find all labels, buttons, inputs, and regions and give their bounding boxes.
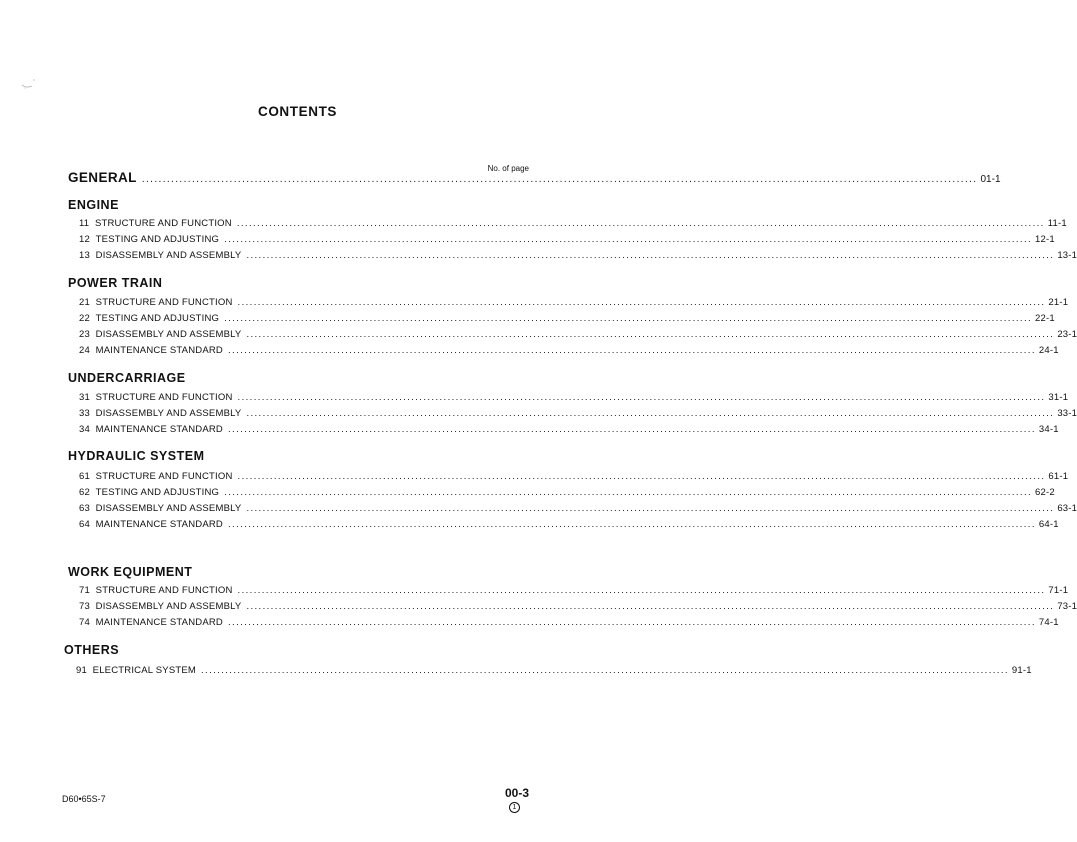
general-entry[interactable] <box>68 170 1001 185</box>
toc-entry[interactable] <box>79 218 1067 229</box>
toc-entry[interactable] <box>79 601 1077 612</box>
entry-label: 71 STRUCTURE AND FUNCTION <box>79 585 233 596</box>
entry-label: 23 DISASSEMBLY AND ASSEMBLY <box>79 329 242 340</box>
entry-page: 12-1 <box>1035 234 1055 245</box>
toc-entry[interactable] <box>79 392 1069 403</box>
entry-page: 73-1 <box>1057 601 1077 612</box>
toc-entry[interactable] <box>79 424 1059 435</box>
toc-entry[interactable] <box>79 345 1059 356</box>
leader-dots: ........................................................................................................................................................................................................ <box>201 665 1009 676</box>
leader-dots: ........................................................................................................................................................................................................ <box>237 471 1046 482</box>
leader-dots: ........................................................................................................................................................................................................ <box>246 601 1055 612</box>
toc-entry[interactable] <box>79 297 1069 308</box>
entry-page: 62-2 <box>1035 487 1055 498</box>
page-number: 00-3 <box>504 786 529 800</box>
entry-page: 31-1 <box>1048 392 1069 403</box>
toc-entry[interactable] <box>76 665 1032 676</box>
entry-label: 34 MAINTENANCE STANDARD <box>79 424 223 435</box>
entry-label: 33 DISASSEMBLY AND ASSEMBLY <box>79 408 242 419</box>
general-label: GENERAL <box>68 170 137 185</box>
entry-page: 23-1 <box>1057 329 1077 340</box>
entry-label: 21 STRUCTURE AND FUNCTION <box>79 297 233 308</box>
entry-page: 63-1 <box>1057 503 1077 514</box>
section-title-hydraulic-system: HYDRAULIC SYSTEM <box>68 449 205 463</box>
leader-dots: ........................................................................................................................................................................................................ <box>237 392 1046 403</box>
leader-dots: ........................................................................................................................................................................................................ <box>224 487 1033 498</box>
toc-entry[interactable] <box>79 585 1069 596</box>
leader-dots: ........................................................................................................................................................................................................ <box>228 345 1036 356</box>
toc-entry[interactable] <box>79 519 1059 530</box>
scan-speck <box>20 76 38 90</box>
no-of-page-label: No. of page <box>487 164 529 173</box>
revision-mark: 1 <box>509 802 520 813</box>
toc-entry[interactable] <box>79 408 1077 419</box>
leader-dots: ........................................................................................................................................................................................................ <box>224 313 1033 324</box>
leader-dots: ........................................................................................................................................................................................................ <box>228 617 1036 628</box>
toc-entry[interactable] <box>79 234 1055 245</box>
leader-dots: ........................................................................................................................................................................................................ <box>228 424 1036 435</box>
entry-page: 34-1 <box>1038 424 1059 435</box>
leader-dots: ........................................................................................................................................................................................................ <box>246 408 1055 419</box>
entry-label: 91 ELECTRICAL SYSTEM <box>76 665 197 676</box>
entry-label: 73 DISASSEMBLY AND ASSEMBLY <box>79 601 242 612</box>
leader-dots: ........................................................................................................................................................................................................ <box>237 297 1046 308</box>
section-title-engine: ENGINE <box>68 198 119 212</box>
general-page: 01-1 <box>980 174 1001 185</box>
entry-page: 71-1 <box>1048 585 1069 596</box>
entry-label: 24 MAINTENANCE STANDARD <box>79 345 223 356</box>
leader-dots: ........................................................................................................................................................................................................ <box>236 218 1045 229</box>
section-title-others: OTHERS <box>64 643 120 657</box>
entry-page: 33-1 <box>1057 408 1077 419</box>
leader-dots: ........................................................................................................................................................................................................ <box>246 250 1055 261</box>
leader-dots: ........................................................................................................................................................................................................ <box>237 585 1046 596</box>
toc-entry[interactable] <box>79 250 1077 261</box>
leader-dots: ........................................................................................................................................................................................................ <box>246 329 1055 340</box>
contents-title: CONTENTS <box>257 104 338 119</box>
entry-label: 61 STRUCTURE AND FUNCTION <box>79 471 233 482</box>
toc-entry[interactable] <box>79 487 1055 498</box>
toc-entry[interactable] <box>79 313 1055 324</box>
entry-label: 22 TESTING AND ADJUSTING <box>79 313 220 324</box>
entry-page: 64-1 <box>1038 519 1059 530</box>
entry-page: 24-1 <box>1038 345 1059 356</box>
entry-page: 61-1 <box>1048 471 1069 482</box>
entry-page: 13-1 <box>1057 250 1077 261</box>
entry-label: 11 STRUCTURE AND FUNCTION <box>79 218 232 229</box>
entry-label: 12 TESTING AND ADJUSTING <box>79 234 220 245</box>
entry-label: 62 TESTING AND ADJUSTING <box>79 487 220 498</box>
toc-entry[interactable] <box>79 471 1069 482</box>
toc-entry[interactable] <box>79 617 1059 628</box>
section-title-work-equipment: WORK EQUIPMENT <box>68 565 193 579</box>
toc-entry[interactable] <box>79 503 1077 514</box>
entry-label: 74 MAINTENANCE STANDARD <box>79 617 223 628</box>
toc-entry[interactable] <box>79 329 1077 340</box>
section-title-power-train: POWER TRAIN <box>68 276 163 290</box>
leader-dots: ........................................................................................................................................................................................................ <box>246 503 1055 514</box>
leader-dots: ........................................................................................................................................................................................................ <box>224 234 1033 245</box>
entry-label: 13 DISASSEMBLY AND ASSEMBLY <box>79 250 242 261</box>
entry-page: 21-1 <box>1048 297 1069 308</box>
section-title-undercarriage: UNDERCARRIAGE <box>68 371 186 385</box>
leader-dots: ........................................................................................................................................................................................................ <box>228 519 1036 530</box>
model-code: D60•65S-7 <box>62 794 106 804</box>
entry-page: 74-1 <box>1038 617 1059 628</box>
entry-page: 22-1 <box>1035 313 1055 324</box>
entry-page: 91-1 <box>1011 665 1032 676</box>
entry-page: 11-1 <box>1047 218 1067 229</box>
entry-label: 64 MAINTENANCE STANDARD <box>79 519 223 530</box>
leader-dots: ........................................................................................................................................................................................................ <box>141 174 978 185</box>
entry-label: 63 DISASSEMBLY AND ASSEMBLY <box>79 503 242 514</box>
entry-label: 31 STRUCTURE AND FUNCTION <box>79 392 233 403</box>
